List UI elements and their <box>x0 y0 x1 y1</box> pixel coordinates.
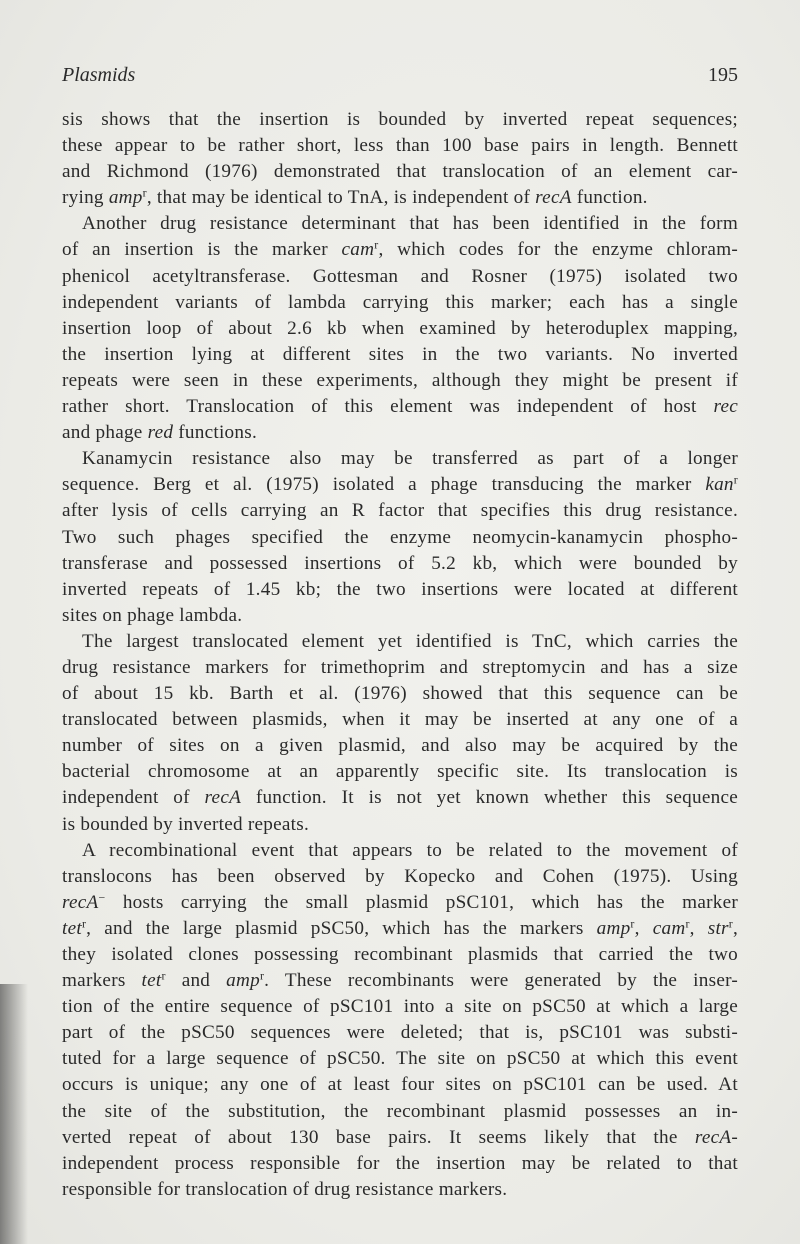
italic-term: str <box>707 917 729 939</box>
italic-term: amp <box>226 970 260 992</box>
superscript: r <box>161 968 166 983</box>
page-edge-shadow <box>0 984 28 1244</box>
text-line: inverted repeats of 1.45 kb; the two insertions were located at different <box>62 578 738 600</box>
text-line: rying amp$^r$, that may be identical to TnA, is independent of recA function. <box>62 185 648 209</box>
text-line: and Richmond (1976) demonstrated that translocation of an element car- <box>62 161 738 183</box>
text-line: The largest translocated element yet identified is TnC, which carries the <box>82 630 738 652</box>
italic-term: amp <box>108 187 143 209</box>
text-line: responsible for translocation of drug resistance markers. <box>62 1178 508 1200</box>
italic-term: cam <box>341 239 375 261</box>
text-line: sequence. Berg et al. (1975) isolated a phage transducing the marker kan$^r$ <box>62 472 738 496</box>
text-line: and phage red functions. <box>62 422 258 444</box>
text-line: number of sites on a given plasmid, and also may be acquired by the <box>62 735 738 757</box>
text-line: occurs is unique; any one of at least four sites on pSC101 can be used. At <box>62 1074 738 1096</box>
text-line: tet$^r$, and the large plasmid pSC50, which has the markers amp$^r$, cam$^r$, str$^r$, <box>62 916 739 939</box>
text-line: Kanamycin resistance also may be transferred as part of a longer <box>82 448 738 470</box>
superscript: r <box>630 916 635 931</box>
text-line: tion of the entire sequence of pSC101 into a site on pSC50 at which a large <box>62 996 738 1018</box>
text-line: bacterial chromosome at an apparently specific site. Its translocation is <box>62 761 738 783</box>
text-line: of about 15 kb. Barth et al. (1976) showed that this sequence can be <box>62 683 738 705</box>
text-line: the site of the substitution, the recombinant plasmid possesses an in- <box>62 1100 738 1122</box>
italic-term: recA <box>62 891 99 913</box>
text-line: verted repeat of about 130 base pairs. It seems likely that the recA- <box>62 1126 738 1148</box>
italic-term: tet <box>62 917 82 939</box>
italic-term: recA <box>204 787 242 809</box>
text-line: after lysis of cells carrying an R factor that specifies this drug resistance. <box>62 500 738 522</box>
text-line: phenicol acetyltransferase. Gottesman and Rosner (1975) isolated two <box>62 265 738 287</box>
italic-term: kan <box>705 474 734 496</box>
text-line: drug resistance markers for trimethoprim and streptomycin and has a size <box>62 656 738 678</box>
text-line: is bounded by inverted repeats. <box>62 813 309 835</box>
text-line: translocated between plasmids, when it may be inserted at any one of a <box>62 709 738 731</box>
body-text <box>62 107 738 1203</box>
text-line: tuted for a large sequence of pSC50. The site on pSC50 at which this event <box>62 1048 738 1070</box>
text-line: rather short. Translocation of this element was independent of host rec <box>62 396 738 418</box>
text-line: sis shows that the insertion is bounded by inverted repeat sequences; <box>62 109 738 130</box>
text-line: sites on phage lambda. <box>62 604 243 626</box>
text-line: part of the pSC50 sequences were deleted; that is, pSC101 was substi- <box>62 1022 738 1044</box>
superscript: r <box>374 237 379 252</box>
superscript: r <box>81 916 87 931</box>
running-title: Plasmids <box>62 64 136 86</box>
text-line: these appear to be rather short, less than 100 base pairs in length. Bennett <box>62 135 738 157</box>
text-line: the insertion lying at different sites in the two variants. No inverted <box>62 343 738 365</box>
superscript: r <box>728 916 733 931</box>
text-line: translocons has been observed by Kopecko and Cohen (1975). Using <box>62 865 738 887</box>
text-line: of an insertion is the marker cam$^r$, which codes for the enzyme chloram- <box>62 237 739 261</box>
text-line: Two such phages specified the enzyme neomycin-kanamycin phospho- <box>62 526 738 548</box>
text-line: insertion loop of about 2.6 kb when examined by heteroduplex mapping, <box>62 317 738 339</box>
page-number: 195 <box>708 64 738 86</box>
text-line: transferase and possessed insertions of 5.2 kb, which were bounded by <box>62 552 738 574</box>
text-line: they isolated clones possessing recombinant plasmids that carried the two <box>62 944 738 965</box>
text-line: independent variants of lambda carrying this marker; each has a single <box>62 291 738 313</box>
italic-term: tet <box>141 970 162 992</box>
text-line: Another drug resistance determinant that has been identified in the form <box>82 213 738 235</box>
superscript: − <box>98 890 106 905</box>
text-line: independent process responsible for the insertion may be related to that <box>62 1152 738 1174</box>
superscript: r <box>259 968 265 983</box>
superscript: r <box>142 185 147 200</box>
italic-term: recA <box>535 187 572 209</box>
italic-term: cam <box>652 917 686 939</box>
text-line: independent of recA function. It is not yet known whether this sequence <box>62 787 738 809</box>
text-line: repeats were seen in these experiments, although they might be present if <box>62 369 738 391</box>
italic-term: recA <box>694 1126 732 1148</box>
text-line: recA− hosts carrying the small plasmid pSC101, which has the marker <box>62 890 738 913</box>
page-header <box>62 64 738 88</box>
text-line: A recombinational event that appears to be related to the movement of <box>82 839 738 861</box>
superscript: r <box>733 472 738 487</box>
text-line: markers tet$^r$ and amp$^r$. These recombinants were generated by the inser- <box>62 968 738 992</box>
italic-term: amp <box>596 917 631 939</box>
italic-term: rec <box>713 396 738 418</box>
italic-term: red <box>147 422 174 444</box>
superscript: r <box>685 916 690 931</box>
